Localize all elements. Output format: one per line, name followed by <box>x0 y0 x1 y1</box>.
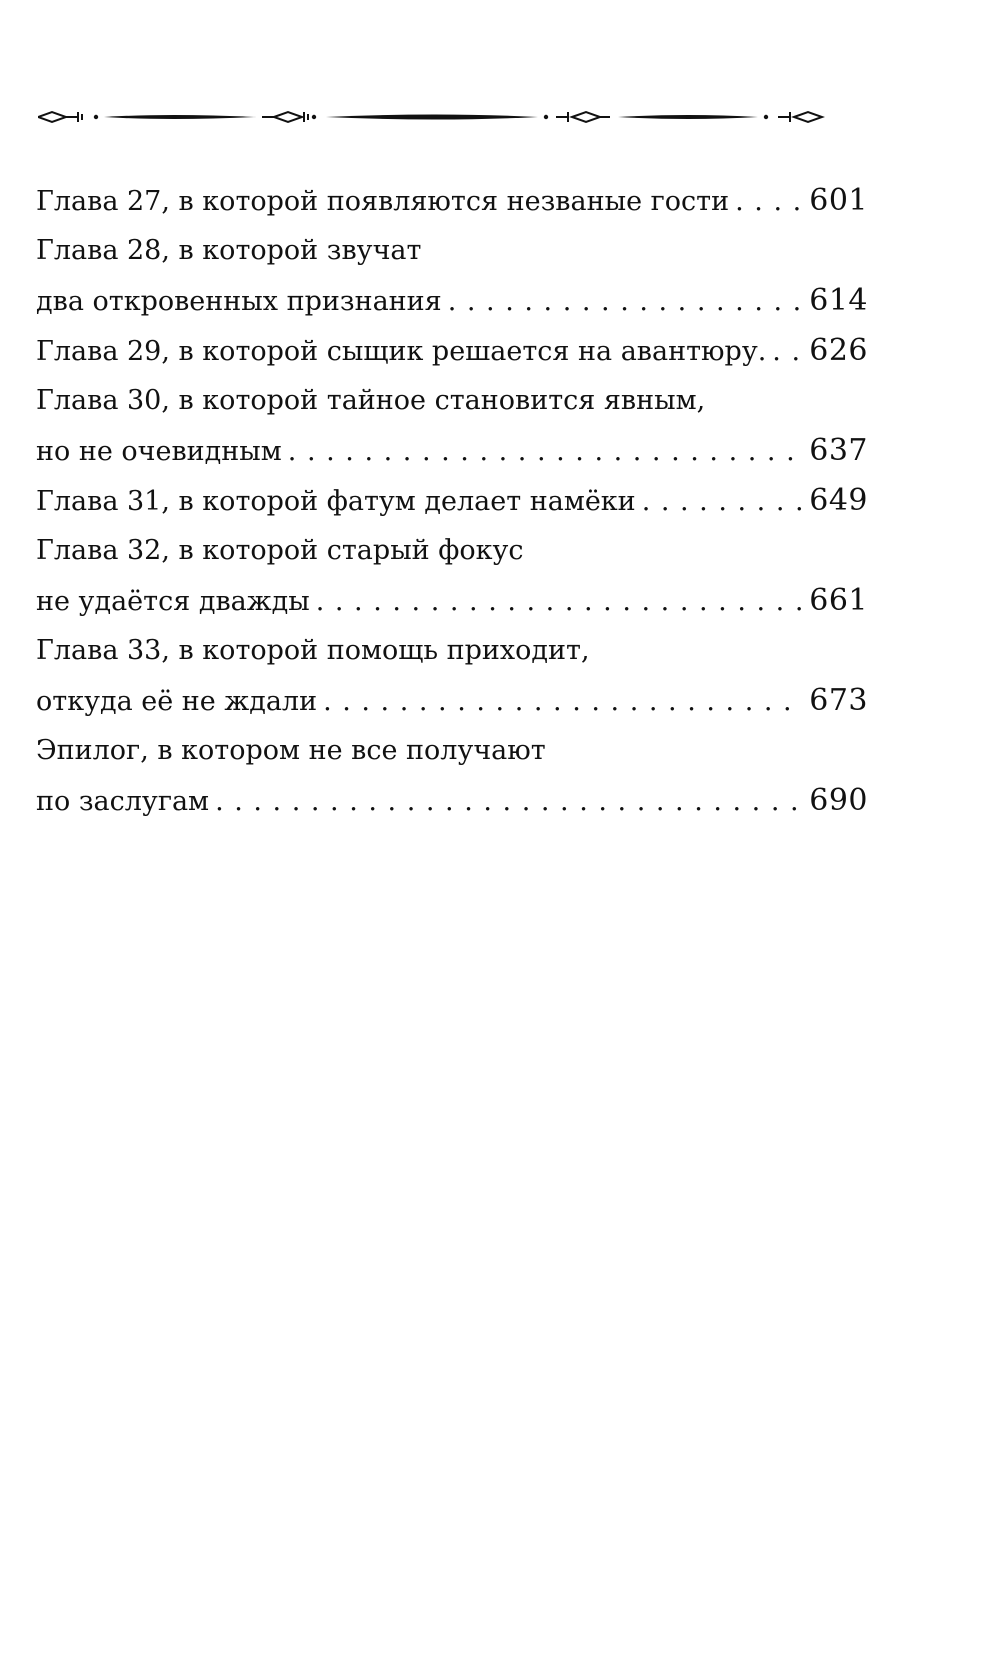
table-of-contents <box>36 176 868 826</box>
toc-entry-title-line: Глава 28, в которой звучат <box>36 235 422 266</box>
toc-entry-title-last-line: по заслугам <box>36 786 210 817</box>
page-number: 649 <box>809 483 868 518</box>
toc-entry-leader-line <box>36 426 868 476</box>
toc-entry-title-line: Глава 30, в которой тайное становится явным, <box>36 385 706 416</box>
dot-leader <box>288 427 803 476</box>
toc-entry <box>36 526 868 626</box>
page-number: 637 <box>809 433 868 468</box>
toc-entry <box>36 476 868 526</box>
toc-entry-title-last-line: Глава 31, в которой фатум делает намёки <box>36 486 636 517</box>
page-number: 601 <box>809 183 868 218</box>
toc-entry-leader-line <box>36 176 868 226</box>
page-number: 626 <box>809 333 868 368</box>
toc-entry-leader-line <box>36 776 868 826</box>
toc-entry <box>36 726 868 826</box>
toc-entry <box>36 176 868 226</box>
toc-entry-title-last-line: Глава 27, в которой появляются незваные гости <box>36 186 730 217</box>
toc-entry-title-last-line: откуда её не ждали <box>36 686 318 717</box>
dot-leader <box>323 677 803 726</box>
dot-leader <box>735 177 803 226</box>
page-number: 614 <box>809 283 868 318</box>
toc-entry-leader-line <box>36 476 868 526</box>
dot-leader <box>215 777 803 826</box>
toc-entry-leader-line <box>36 576 868 626</box>
toc-entry-leader-line <box>36 676 868 726</box>
toc-entry <box>36 376 868 476</box>
toc-entry <box>36 326 868 376</box>
toc-entry <box>36 626 868 726</box>
toc-entry-title-line: Глава 33, в которой помощь приходит, <box>36 635 590 666</box>
page-number: 690 <box>809 783 868 818</box>
decorative-ornament-divider <box>38 104 868 130</box>
toc-entry-title-line: Эпилог, в котором не все получают <box>36 735 546 766</box>
toc-entry-title-last-line: но не очевидным <box>36 436 282 467</box>
toc-entry-leader-line <box>36 276 868 326</box>
page-number: 673 <box>809 683 868 718</box>
toc-entry-leader-line <box>36 326 868 376</box>
dot-leader <box>772 327 803 376</box>
toc-entry <box>36 226 868 326</box>
toc-entry-title-last-line: не удаётся дважды <box>36 586 310 617</box>
dot-leader <box>316 577 804 626</box>
toc-entry-title-last-line: два откровенных признания <box>36 286 442 317</box>
toc-entry-title-line: Глава 32, в которой старый фокус <box>36 535 524 566</box>
dot-leader <box>642 477 804 526</box>
dot-leader <box>448 277 804 326</box>
page-number: 661 <box>809 583 868 618</box>
toc-entry-title-last-line: Глава 29, в которой сыщик решается на авантюру. <box>36 336 767 367</box>
